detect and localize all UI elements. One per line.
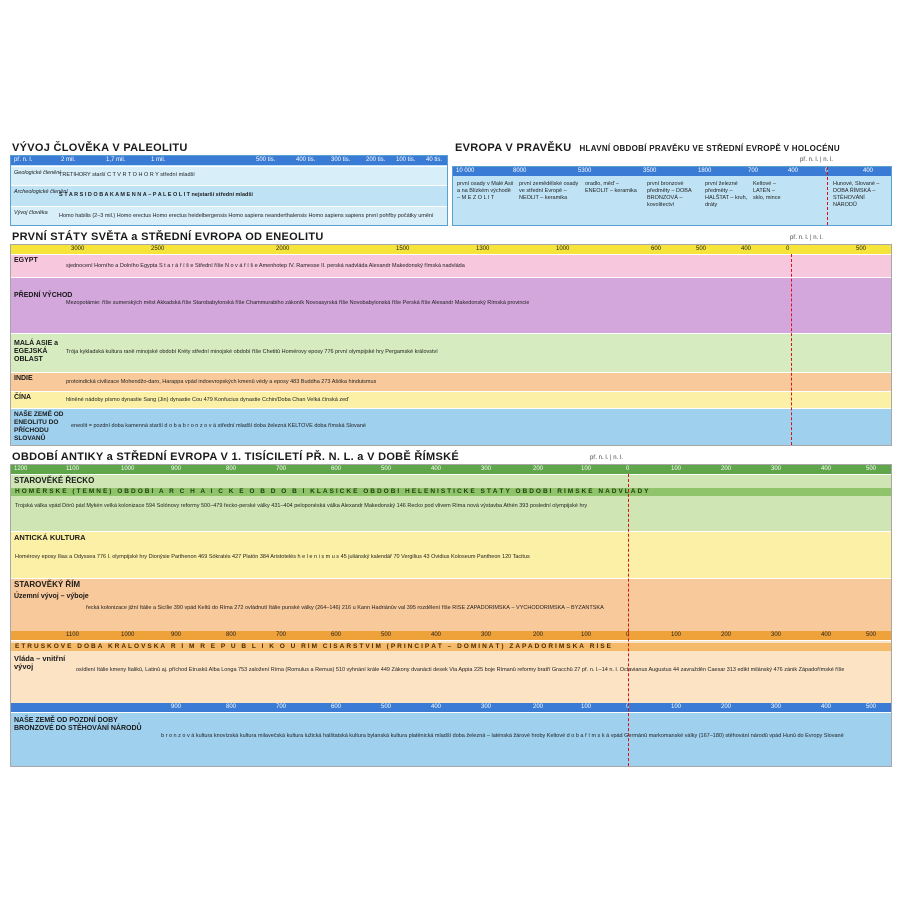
row-label: PŘEDNÍ VÝCHOD <box>14 292 73 299</box>
row-label: NAŠE ZEMĚ OD POZDNÍ DOBY BRONZOVÉ DO STĚHOVÁNÍ NÁRODŮ <box>14 717 142 732</box>
scale-label: 200 <box>533 632 544 638</box>
scale-label: 900 <box>171 704 182 710</box>
scale-label: 500 <box>866 632 877 638</box>
scale-label: 200 <box>533 704 544 710</box>
row-recko <box>11 474 891 531</box>
antika-panel <box>10 464 892 767</box>
era-column: první bronzové předměty – DOBA BRONZOVÁ – kovolitectví <box>647 181 692 208</box>
scale-label: 0 <box>626 632 630 638</box>
paleolit-scale <box>11 156 447 165</box>
row-text: hliněné nádoby písmo dynastie Šang (Jin) dynastie Čou 479 Konfucius dynastie Čchin/Doba Chan Velká čínská zeď <box>66 397 349 403</box>
scale-label: 400 <box>788 168 799 174</box>
scale-label: 1800 <box>698 168 712 174</box>
era-marker: př. n. l. | n. l. <box>790 235 823 241</box>
scale-label: 500 <box>866 466 877 472</box>
row-label: Vývoj člověka <box>14 210 48 216</box>
row-label: Geologické členění <box>14 170 61 176</box>
scale-label: 1000 <box>121 632 135 638</box>
row-label: STAROVĚKÉ ŘECKO <box>14 476 95 485</box>
era-column: první zemědělské osady ve střední Evropě – NEOLIT – keramika <box>519 181 579 201</box>
scale-label: 300 <box>771 466 782 472</box>
scale-label: 700 <box>276 632 287 638</box>
scale-label: 1100 <box>66 466 79 472</box>
era-column: Keltové – LATÉN – sklo, mince <box>753 181 781 201</box>
scale-label: 1 mil. <box>151 157 166 163</box>
scale-label: 800 <box>226 704 237 710</box>
scale-label: 100 <box>671 704 682 710</box>
scale-label: 400 <box>741 246 752 252</box>
scale-label: 200 <box>721 704 732 710</box>
scale-label: 2 mil. <box>61 157 76 163</box>
row-label: Vláda – vnitřní vývoj <box>14 654 66 671</box>
scale-label: 500 tis. <box>256 157 276 163</box>
scale-label: 100 tis. <box>396 157 416 163</box>
scale-label: 1000 <box>121 466 135 472</box>
scale-label: 300 <box>481 632 492 638</box>
scale-label: 400 <box>431 466 442 472</box>
era-column: první železné předměty – HALŠTAT – kruh, dráty <box>705 181 748 208</box>
scale-label: 0 <box>825 168 829 174</box>
era-column: oradlo, měď – ENEOLIT – keramika <box>585 181 637 194</box>
scale-label: 600 <box>651 246 662 252</box>
scale-label: 8000 <box>513 168 527 174</box>
paleolit-row-archeology <box>11 185 447 206</box>
scale-label: 2500 <box>151 246 165 252</box>
antika-scale-3 <box>11 703 891 712</box>
scale-label: 300 <box>771 704 782 710</box>
paleolit-row-geology <box>11 166 447 185</box>
scale-label: 600 <box>331 704 342 710</box>
row-label: STAROVĚKÝ ŘÍM <box>14 580 81 589</box>
row-text: TŘETIHORY starší Č T V R T O H O R Y střední mladší <box>59 172 195 178</box>
scale-label: 400 <box>431 704 442 710</box>
evropa-panel <box>452 166 892 226</box>
row-text: Trojská válka vpád Dórů pád Mykén velká kolonizace 594 Solónovy reformy 500–479 řecko-perské války 431–404 peloponéská válka Alexandr Makedonský 146 Řecko pod vlivem Říma nová výstavba Athén 393 poslední olympijské hry <box>15 503 588 509</box>
scale-label: 400 <box>431 632 442 638</box>
antika-scale <box>11 465 891 474</box>
scale-label: 1100 <box>66 632 79 638</box>
row-label: ČÍNA <box>14 394 32 401</box>
row-nase-zeme-antika <box>11 712 891 767</box>
scale-label: 600 <box>331 466 342 472</box>
scale-label: 200 <box>533 466 544 472</box>
row-rim <box>11 578 891 631</box>
prvni-staty-scale <box>11 245 891 254</box>
row-sublabel: Územní vývoj – výboje <box>14 593 89 600</box>
era-marker: př. n. l. | n. l. <box>590 455 623 461</box>
era-column: Hunové, Slované – DOBA ŘÍMSKÁ – STĚHOVÁNÍ NÁRODŮ <box>833 181 880 208</box>
row-text: eneolit = pozdní doba kamenná starší d o b a b r o n z o v á střední mladší doba železná KELTOVÉ doba římská Slované <box>71 423 366 429</box>
row-cina <box>11 391 891 408</box>
antika-scale-2 <box>11 631 891 640</box>
row-predni-vychod <box>11 277 891 333</box>
scale-label: 0 <box>786 246 790 252</box>
scale-label: 300 <box>481 704 492 710</box>
scale-label: 500 <box>696 246 707 252</box>
scale-label: 200 <box>721 632 732 638</box>
scale-label: 0 <box>626 466 630 472</box>
scale-label: 500 <box>381 704 392 710</box>
scale-label: 300 <box>481 466 492 472</box>
evropa-subtitle: HLAVNÍ OBDOBÍ PRAVĚKU VE STŘEDNÍ EVROPĚ V HOLOCÉNU <box>579 144 840 153</box>
scale-label: 300 <box>771 632 782 638</box>
scale-label: 400 <box>821 704 832 710</box>
scale-label: 100 <box>671 466 682 472</box>
row-text: Trója kykladská kultura raně minojské období Kréty střední minojské období říše Chetitů Homérovy eposy 776 první olympijské hry Pergamské království <box>66 349 438 355</box>
row-text: Homo habilis (2–3 mil.) Homo erectus Homo erectus heidelbergensis Homo sapiens neanderthalensis Homo sapiens sapiens první pohřby počátky umění <box>59 213 434 219</box>
scale-label: 700 <box>276 704 287 710</box>
row-mala-asie <box>11 333 891 372</box>
row-kultura <box>11 531 891 578</box>
scale-label: 3000 <box>71 246 85 252</box>
scale-label: 200 tis. <box>366 157 386 163</box>
scale-label: 700 <box>748 168 759 174</box>
scale-label: 10 000 <box>456 168 475 174</box>
scale-label: 800 <box>226 632 237 638</box>
era-divider <box>791 254 792 445</box>
scale-label: 400 tis. <box>296 157 316 163</box>
scale-label: 3500 <box>643 168 657 174</box>
row-text: S T A R Š Í D O B A K A M E N N Á – P A L E O L I T nejstarší střední mladší <box>59 192 253 198</box>
scale-label: 400 <box>821 632 832 638</box>
scale-label: 900 <box>171 632 182 638</box>
scale-label: 1,7 mil. <box>106 157 126 163</box>
scale-label: 0 <box>626 704 630 710</box>
era-band: HOMÉRSKÉ (TEMNÉ) OBDOBÍ A R C H A I C K É O B D O B Í KLASICKÉ OBDOBÍ HELENISTICKÉ STÁTY OBDOBÍ ŘÍMSKÉ NADVLÁDY <box>11 488 891 496</box>
era-marker: př. n. l. | n. l. <box>800 157 833 163</box>
row-label: Archeologické členění <box>14 189 68 195</box>
scale-label: 700 <box>276 466 287 472</box>
era-column: první osady v Malé Asii a na Blízkém východě – M E Z O L I T <box>457 181 514 201</box>
row-text: osídlení Itálie kmeny Italiků, Latinů aj. příchod Etrusků Alba Longa 753 založení Říma (Romulus a Remus) 510 vyhnání krále 449 Zákony dvanácti desek Via Appia 225 boje Římanů reformy bratří Gracchů 27 př. n. l.–14 n. l. Octavianus Augustus 44 zavražděn Caesar 313 edikt milánský 476 zánik Západořímské říše <box>76 667 845 673</box>
row-text: řecká kolonizace jižní Itálie a Sicílie 390 vpád Keltů do Říma 272 ovládnutí Itálie punské války (264–146) 216 u Kann Hadriánův val 395 rozdělení říše ŘÍŠE ZÁPADOŘÍMSKÁ – VÝCHODOŘÍMSKÁ – BYZANTSKÁ <box>86 605 604 611</box>
row-text: sjednocení Horního a Dolního Egypta S t a r á ř í š e Střední říše N o v á ř í š e Amenhotep IV. Ramesse II. perská nadvláda Alexandr Makedonský římská nadvláda <box>66 263 465 269</box>
prvni-staty-title: PRVNÍ STÁTY SVĚTA a STŘEDNÍ EVROPA OD ENEOLITU <box>12 231 324 243</box>
scale-label: 200 <box>721 466 732 472</box>
scale-label: př. n. l. <box>14 157 33 163</box>
row-label: ANTICKÁ KULTURA <box>14 533 86 542</box>
row-indie <box>11 372 891 391</box>
scale-label: 100 <box>671 632 682 638</box>
scale-label: 800 <box>226 466 237 472</box>
evropa-scale <box>453 167 891 176</box>
scale-label: 1500 <box>396 246 410 252</box>
row-text: Mezopotámie: říše sumerských měst Akkadská říše Starobabylonská říše Chammurabiho zákoník Novoasyrská říše Novobabylonská říše Perská říše Alexandr Makedonský Římská provincie <box>66 300 530 306</box>
scale-label: 100 <box>581 466 592 472</box>
scale-label: 5300 <box>578 168 592 174</box>
prvni-staty-panel <box>10 244 892 446</box>
scale-label: 500 <box>381 632 392 638</box>
row-vlada <box>11 640 891 703</box>
row-label: INDIE <box>14 375 33 382</box>
scale-label: 600 <box>331 632 342 638</box>
era-divider <box>628 474 629 766</box>
scale-label: 40 tis. <box>426 157 443 163</box>
row-text: protoindická civilizace Mohendžo-daro, Harappa vpád indoevropských kmenů védy a eposy 483 Buddha 273 Ašóka hinduismus <box>66 379 377 385</box>
scale-label: 300 tis. <box>331 157 351 163</box>
row-egypt <box>11 254 891 277</box>
row-text: b r o n z o v á kultura knovízská kultura milavečská kultura lužická halštatská kultura bylanská kultura platěnická mladší doba železná – laténská žárové hroby Keltové d o b a ř í m s k á vpád Germánů markomanské války (167–180) stěhování národů vpád Hunů do Evropy Slované <box>161 733 844 739</box>
paleolit-row-human <box>11 206 447 226</box>
scale-label: 500 <box>381 466 392 472</box>
row-text: Homérovy eposy Ilias a Odyssea 776 I. olympijské hry Dionýsie Parthenon 469 Sókratés 427 Platón 384 Aristotelés h e l e n i s m u s 45 juliánský kalendář 70 Vergilius 43 Ovidius Koloseum Pantheon 120 Tacitus <box>15 554 530 560</box>
scale-label: 900 <box>171 466 182 472</box>
scale-label: 400 <box>863 168 874 174</box>
scale-label: 100 <box>581 632 592 638</box>
era-band: ETRUSKOVÉ DOBA KRÁLOVSKÁ Ř Í M R E P U B L I K O U ŘÍM CÍSAŘSTVÍM (PRINCIPÁT – DOMINÁT) ZÁPADOŘÍMSKÁ ŘÍŠE <box>11 643 891 651</box>
era-divider <box>827 167 828 225</box>
evropa-title: EVROPA V PRAVĚKU HLAVNÍ OBDOBÍ PRAVĚKU VE STŘEDNÍ EVROPĚ V HOLOCÉNU <box>455 142 840 154</box>
scale-label: 1300 <box>476 246 490 252</box>
scale-label: 500 <box>866 704 877 710</box>
row-label: NAŠE ZEMĚ OD ENEOLITU DO PŘÍCHODU SLOVANŮ <box>14 411 64 442</box>
row-label: EGYPT <box>14 257 38 264</box>
scale-label: 400 <box>821 466 832 472</box>
row-label: MALÁ ASIE a EGEJSKÁ OBLAST <box>14 340 59 363</box>
scale-label: 100 <box>581 704 592 710</box>
paleolit-title: VÝVOJ ČLOVĚKA V PALEOLITU <box>12 142 188 154</box>
scale-label: 1000 <box>556 246 570 252</box>
scale-label: 1200 <box>14 466 28 472</box>
scale-label: 500 <box>856 246 867 252</box>
row-nase-zeme <box>11 408 891 446</box>
antika-title: OBDOBÍ ANTIKY a STŘEDNÍ EVROPA V 1. TISÍCILETÍ PŘ. N. L. a V DOBĚ ŘÍMSKÉ <box>12 451 459 463</box>
paleolit-panel <box>10 155 448 226</box>
scale-label: 2000 <box>276 246 290 252</box>
